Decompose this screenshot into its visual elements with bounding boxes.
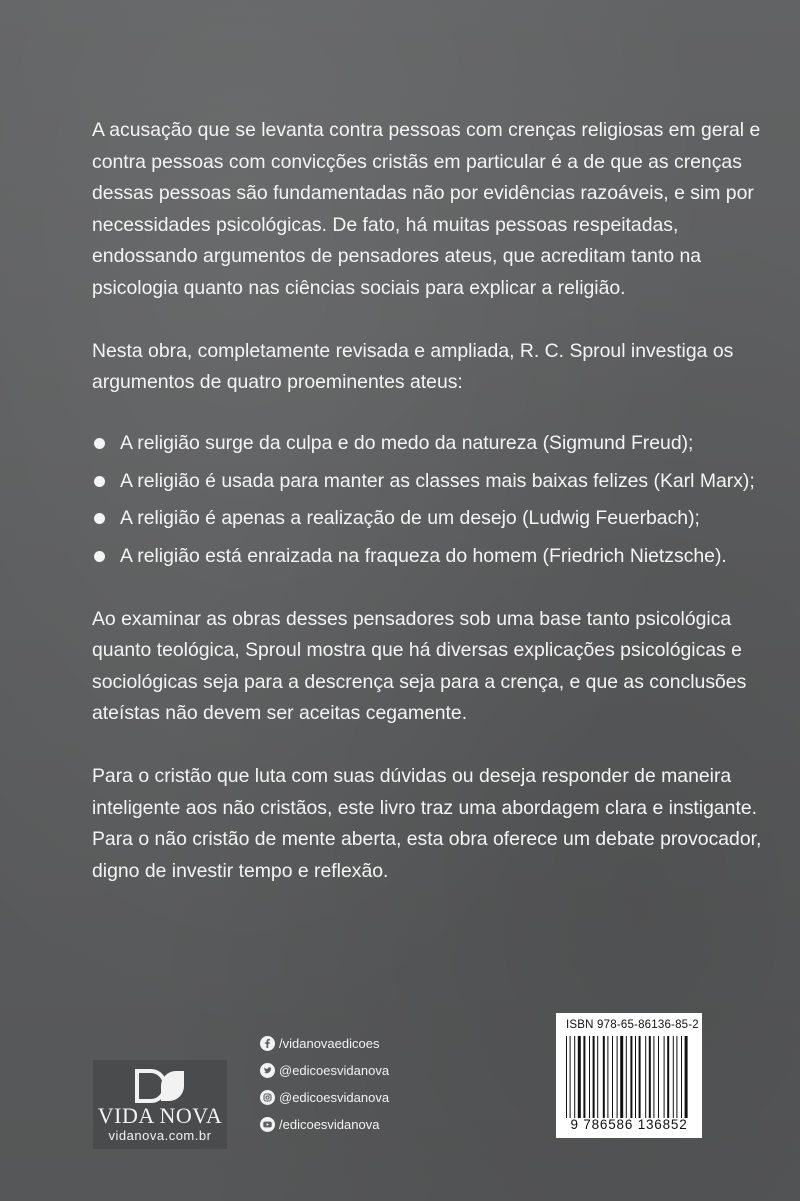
list-item: A religião é apenas a realização de um desejo (Ludwig Feuerbach); <box>92 503 782 535</box>
isbn-barcode <box>556 1013 702 1138</box>
twitter-icon <box>260 1063 275 1078</box>
bullet-icon <box>94 438 105 449</box>
facebook-handle: /vidanovaedicoes <box>279 1036 380 1051</box>
description-text <box>92 115 782 919</box>
publisher-logo <box>93 1060 227 1149</box>
instagram-handle: @edicoesvidanova <box>279 1090 390 1105</box>
youtube-icon <box>260 1117 275 1132</box>
paragraph-audience: Para o cristão que luta com suas dúvidas ou deseja responder de maneira inteligente aos não cristãos, este livro traz uma abordagem clara e instigante. Para o não cristão de mente aberta, esta obra oferece um debate provocador, digno de investir tempo e reflexão. <box>92 765 762 882</box>
publisher-name: VIDA NOVA <box>97 1103 223 1128</box>
atheists-list <box>92 428 782 572</box>
youtube-handle: /edicoesvidanova <box>279 1117 380 1132</box>
social-instagram[interactable] <box>260 1084 389 1111</box>
publisher-website: vidanova.com.br <box>108 1128 212 1143</box>
social-facebook[interactable] <box>260 1030 389 1057</box>
bullet-icon <box>94 551 105 562</box>
isbn-label: ISBN 978-65-86136-85-2 <box>566 1019 699 1031</box>
facebook-icon <box>260 1036 275 1051</box>
bullet-icon <box>94 513 105 524</box>
barcode-icon <box>566 1036 692 1118</box>
list-item: A religião surge da culpa e do medo da natureza (Sigmund Freud); <box>92 428 782 460</box>
bullet-icon <box>94 476 105 487</box>
social-youtube[interactable] <box>260 1111 389 1138</box>
list-item: A religião é usada para manter as classes mais baixas felizes (Karl Marx); <box>92 466 782 498</box>
social-twitter[interactable] <box>260 1057 389 1084</box>
instagram-icon <box>260 1090 275 1105</box>
paragraph-sproul: Nesta obra, completamente revisada e ampliada, R. C. Sproul investiga os argumentos de quatro proeminentes ateus: <box>92 339 734 393</box>
twitter-handle: @edicoesvidanova <box>279 1063 390 1078</box>
barcode-number: 9 786586 136852 <box>570 1117 688 1132</box>
paragraph-analysis: Ao examinar as obras desses pensadores sob uma base tanto psicológica quanto teológica, Sproul mostra que há diversas explicações psicológicas e sociológicas seja para a descrença seja para a crença, e que as conclusões ateístas não devem ser aceitas cegamente. <box>92 607 747 724</box>
paragraph-intro: A acusação que se levanta contra pessoas com crenças religiosas em geral e contra pessoas com convicções cristãs em particular é a de que as crenças dessas pessoas são fundamentadas não por evidências razoáveis, e sim por necessidades psicológicas. De fato, há muitas pessoas respeitadas, endossando argumentos de pensadores ateus, que acreditam tanto na psicologia quanto nas ciências sociais para explicar a religião. <box>92 119 761 299</box>
vida-nova-logo-icon <box>131 1068 189 1104</box>
list-item: A religião está enraizada na fraqueza do homem (Friedrich Nietzsche). <box>92 541 782 573</box>
social-links <box>260 1030 389 1138</box>
